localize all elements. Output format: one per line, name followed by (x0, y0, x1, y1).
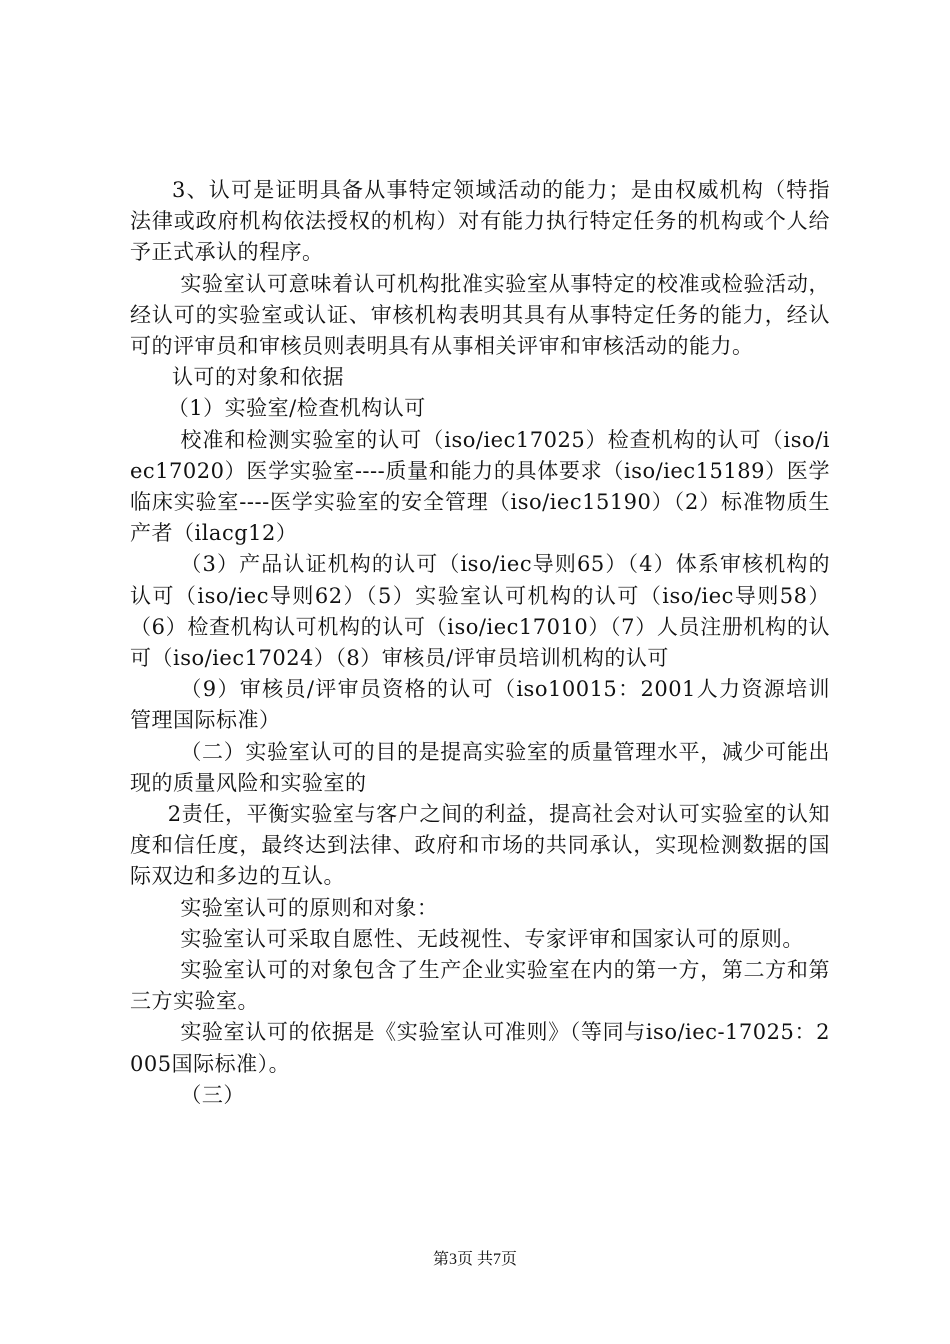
paragraph-responsibility: 2责任，平衡实验室与客户之间的利益，提高社会对认可实验室的认知度和信任度，最终达到法律、政府和市场的共同承认，实现检测数据的国际双边和多边的互认。 (130, 802, 830, 889)
paragraph-heading-objects-basis: 认可的对象和依据 (172, 365, 344, 390)
paragraph-lab-accreditation-meaning: 实验室认可意味着认可机构批准实验室从事特定的校准或检验活动，经认可的实验室或认证、审核机构表明其具有从事特定任务的能力，经认可的评审员和审核员则表明具有从事相关评审和审核活动的能力。 (130, 271, 830, 359)
document-body (130, 175, 830, 1111)
paragraph-basis: 实验室认可的依据是《实验室认可准则》（等同与iso/iec-17025：2005国际标准）。 (130, 1020, 830, 1076)
paragraph-accreditation-definition: 3、认可是证明具备从事特定领域活动的能力；是由权威机构（特指法律或政府机构依法授权的机构）对有能力执行特定任务的机构或个人给予正式承认的程序。 (130, 178, 830, 265)
paragraph-heading-principles: 实验室认可的原则和对象： (180, 895, 439, 920)
paragraph-section-three: （三） (180, 1082, 245, 1107)
paragraph-objects: 实验室认可的对象包含了生产企业实验室在内的第一方，第二方和第三方实验室。 (130, 958, 830, 1014)
paragraph-standards-list: 校准和检测实验室的认可（iso/iec17025）检查机构的认可（iso/iec17020）医学实验室----质量和能力的具体要求（iso/iec15189）医学临床实验室----医学实验室的安全管理（iso/iec15190）（2）标准物质生产者（ilacg12） (130, 427, 830, 546)
paragraph-item-9: （9）审核员/评审员资格的认可（iso10015：2001人力资源培训管理国际标准） (130, 677, 830, 733)
paragraph-item-1: （1）实验室/检查机构认可 (167, 396, 426, 421)
page-footer: 第3页 共7页 (432, 1251, 517, 1268)
paragraph-items-3-8: （3）产品认证机构的认可（iso/iec导则65）（4）体系审核机构的认可（iso/iec导则62）（5）实验室认可机构的认可（iso/iec导则58）（6）检查机构认可机构的认可（iso/iec17010）（7）人员注册机构的认可（iso/iec17024）（8）审核员/评审员培训机构的认可 (130, 552, 830, 671)
paragraph-purpose: （二）实验室认可的目的是提高实验室的质量管理水平，减少可能出现的质量风险和实验室的 (130, 739, 830, 795)
paragraph-principles: 实验室认可采取自愿性、无歧视性、专家评审和国家认可的原则。 (180, 926, 804, 951)
